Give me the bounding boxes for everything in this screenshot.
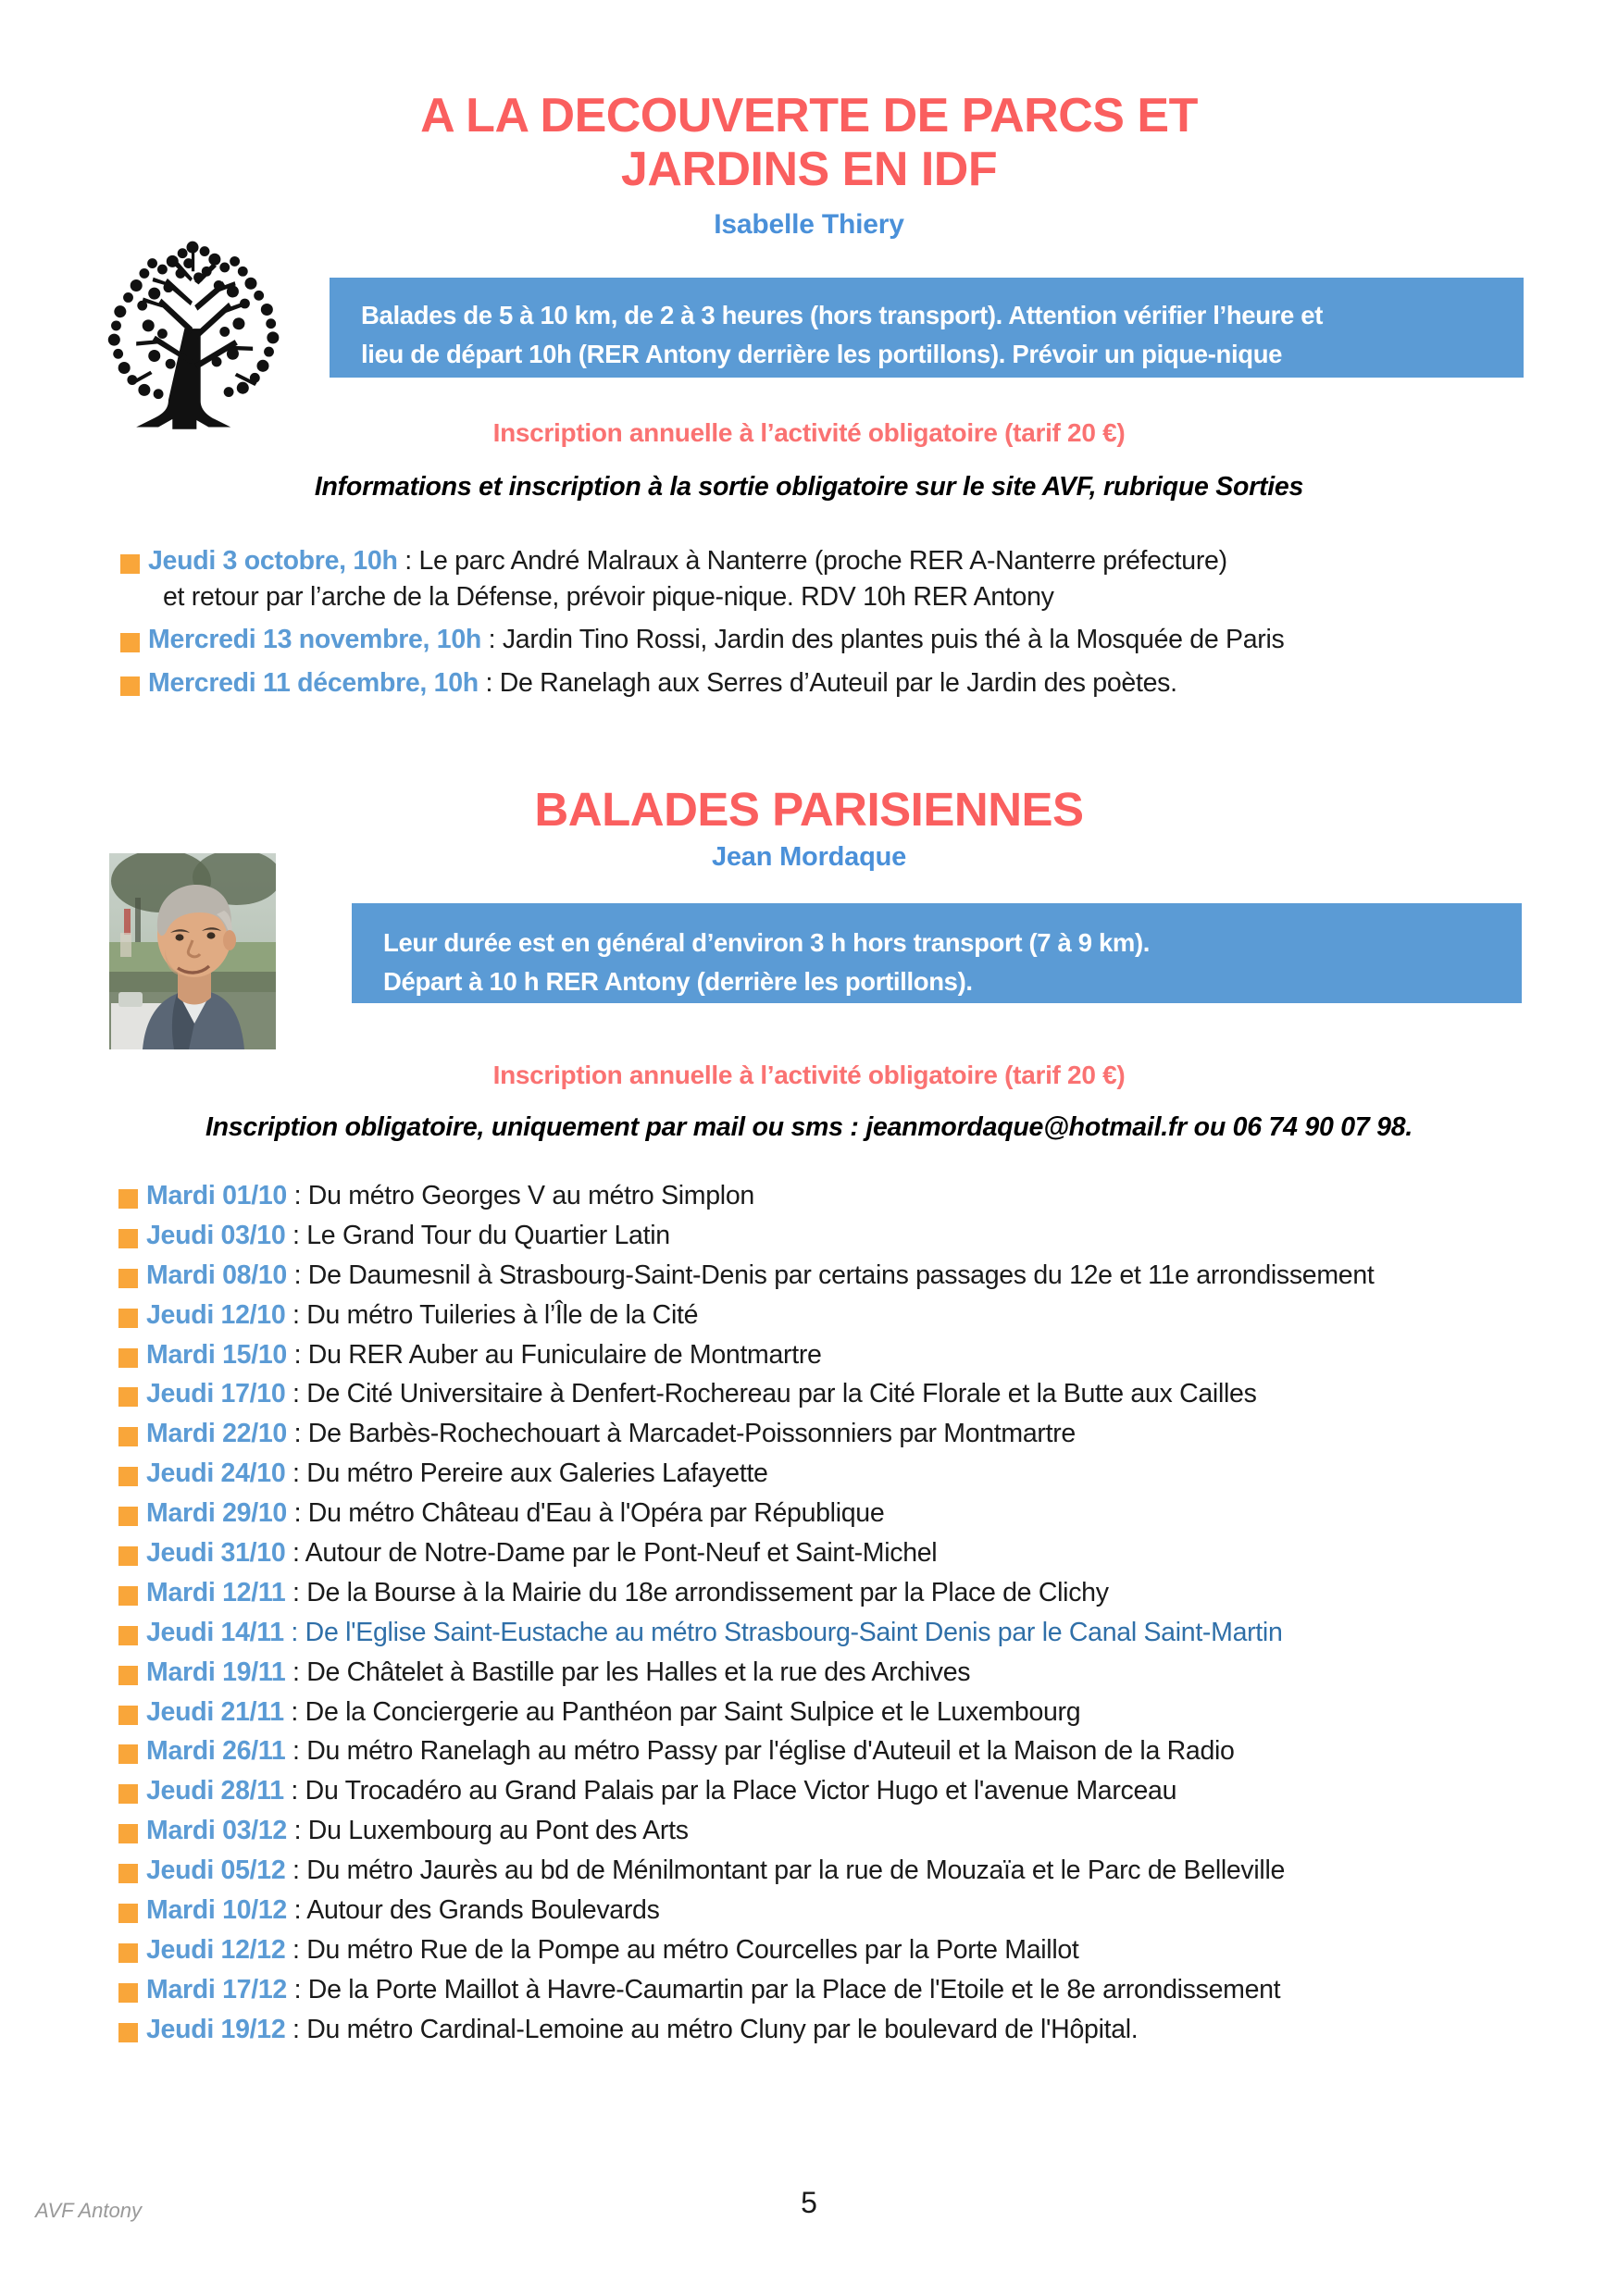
band2-line-1: Leur durée est en général d’environ 3 h hors transport (7 à 9 km).: [383, 928, 1151, 957]
section2-inscription-notice: Inscription annuelle à l’activité obligatoire (tarif 20 €): [492, 1061, 1126, 1089]
list-item: [102, 1460, 1601, 1487]
item-date: Mardi 17/12: [146, 1974, 287, 2004]
bullet-square-icon: [118, 1269, 138, 1288]
bullet-square-icon: [118, 1309, 138, 1328]
item-desc: : Du métro Jaurès au bd de Ménilmontant par la rue de Mouzaïa et le Parc de Belleville: [285, 1855, 1286, 1886]
item-date: Mardi 12/11: [146, 1577, 286, 1607]
bullet-square-icon: [120, 633, 140, 652]
list-item: [102, 1183, 1601, 1210]
item-desc: : De l'Eglise Saint-Eustache au métro Strasbourg-Saint Denis par le Canal Saint-Martin: [283, 1617, 1283, 1647]
section2-info-note: Inscription obligatoire, uniquement par mail ou sms : jeanmordaque@hotmail.fr ou 06 74 90 07 98.: [205, 1112, 1413, 1142]
bullet-square-icon: [118, 1229, 138, 1248]
item-desc: : Du métro Rue de la Pompe au métro Courcelles par la Porte Maillot: [285, 1934, 1079, 1965]
item-date: Mardi 22/10: [146, 1419, 287, 1449]
bullet-square-icon: [118, 1546, 138, 1566]
item-desc: : Du RER Auber au Funiculaire de Montmartre: [286, 1339, 822, 1370]
list-item: [102, 1381, 1601, 1408]
item-date: Mercredi 13 novembre, 10h: [148, 625, 481, 654]
item-date: Mardi 15/10: [146, 1339, 287, 1370]
bullet-square-icon: [118, 1586, 138, 1606]
item-date: Jeudi 24/10: [146, 1458, 286, 1489]
page-title-balades-parisiennes: BALADES PARISIENNES: [534, 783, 1084, 836]
list-item: [102, 1540, 1601, 1567]
bullet-square-icon: [118, 1427, 138, 1446]
item-desc: : De Daumesnil à Strasbourg-Saint-Denis par certains passages du 12e et 11e arrondissement: [286, 1260, 1375, 1290]
list-item: [102, 1339, 1601, 1370]
item-date: Jeudi 28/11: [146, 1776, 284, 1806]
bullet-square-icon: [120, 554, 140, 574]
item-desc: : De la Bourse à la Mairie du 18e arrondissement par la Place de Clichy: [285, 1577, 1109, 1607]
item-date: Mardi 03/12: [146, 1816, 287, 1846]
list-item: [102, 1818, 1601, 1844]
footer-organisation: AVF Antony: [35, 2199, 142, 2222]
item-date: Mardi 01/10: [146, 1181, 287, 1210]
list-item: [102, 1897, 1601, 1924]
bullet-square-icon: [118, 1626, 138, 1645]
item-desc: : De la Porte Maillot à Havre-Caumartin par la Place de l'Etoile et le 8e arrondissement: [286, 1974, 1281, 2004]
list-item: [102, 1262, 1601, 1289]
list-item: [104, 627, 1585, 653]
item-desc: : Le parc André Malraux à Nanterre (proche RER A-Nanterre préfecture): [397, 546, 1227, 576]
list-item: [102, 1659, 1601, 1686]
list-item: [102, 1421, 1601, 1447]
list-item: [102, 1974, 1601, 2004]
item-desc: : De la Conciergerie au Panthéon par Saint Sulpice et le Luxembourg: [283, 1696, 1081, 1727]
item-desc: : Autour de Notre-Dame par le Pont-Neuf et Saint-Michel: [285, 1538, 938, 1569]
item-continuation: et retour par l’arche de la Défense, prévoir pique-nique. RDV 10h RER Antony: [163, 581, 1054, 612]
bullet-square-icon: [118, 1824, 138, 1843]
item-date: Mardi 29/10: [146, 1498, 287, 1529]
bullet-square-icon: [118, 1706, 138, 1725]
item-desc: : De Ranelagh aux Serres d’Auteuil par le Jardin des poètes.: [478, 667, 1177, 698]
list-item: [102, 1857, 1601, 1884]
bullet-square-icon: [118, 1348, 138, 1368]
item-date: Jeudi 3 octobre, 10h: [148, 546, 398, 576]
list-item: [104, 548, 1585, 610]
list-item: [102, 1500, 1601, 1527]
item-desc: : Autour des Grands Boulevards: [286, 1895, 660, 1926]
bullet-square-icon: [120, 676, 140, 696]
section1-info-band: [330, 278, 1524, 378]
item-desc: : Du Trocadéro au Grand Palais par la Place Victor Hugo et l'avenue Marceau: [283, 1776, 1177, 1806]
list-item: [102, 1617, 1601, 1647]
list-item: [102, 1778, 1601, 1805]
item-date: Jeudi 14/11: [146, 1617, 284, 1647]
item-date: Jeudi 31/10: [146, 1538, 286, 1569]
item-desc: : De Cité Universitaire à Denfert-Rochereau par la Cité Florale et la Butte aux Cailles: [285, 1379, 1257, 1409]
list-item: [102, 1738, 1601, 1765]
bullet-square-icon: [118, 1189, 138, 1209]
item-desc: : Du métro Tuileries à l’Île de la Cité: [285, 1299, 699, 1330]
bullet-square-icon: [118, 1864, 138, 1883]
item-date: Jeudi 03/10: [146, 1220, 286, 1250]
page-title-parcs-jardins: [0, 0, 1618, 196]
bullet-square-icon: [118, 1387, 138, 1407]
bullet-square-icon: [118, 1467, 138, 1486]
item-date: Jeudi 19/12: [146, 2014, 286, 2044]
item-date: Jeudi 12/12: [146, 1934, 286, 1965]
section1-info-note: Informations et inscription à la sortie obligatoire sur le site AVF, rubrique Sorties: [314, 472, 1304, 502]
bullet-square-icon: [118, 1943, 138, 1963]
list-item: [102, 1222, 1601, 1249]
item-date: Jeudi 21/11: [146, 1696, 284, 1727]
item-desc: : Du métro Ranelagh au métro Passy par l'église d'Auteuil et la Maison de la Radio: [285, 1736, 1235, 1767]
bullet-square-icon: [118, 1507, 138, 1526]
tree-icon: [91, 233, 294, 444]
footer-page-number: 5: [801, 2186, 817, 2219]
item-date: Mercredi 11 décembre, 10h: [148, 667, 479, 698]
item-date: Mardi 10/12: [146, 1895, 287, 1926]
band1-line-2: lieu de départ 10h (RER Antony derrière les portillons). Prévoir un pique-nique: [361, 339, 1283, 368]
item-desc: : De Châtelet à Bastille par les Halles et la rue des Archives: [285, 1657, 971, 1687]
bullet-square-icon: [118, 1666, 138, 1685]
bullet-square-icon: [118, 1784, 138, 1804]
item-desc: : Jardin Tino Rossi, Jardin des plantes puis thé à la Mosquée de Paris: [481, 625, 1285, 654]
item-desc: : Du métro Château d'Eau à l'Opéra par République: [286, 1498, 885, 1529]
item-desc: : Le Grand Tour du Quartier Latin: [285, 1220, 670, 1250]
list-item: [102, 1934, 1601, 1965]
bullet-square-icon: [118, 2023, 138, 2042]
bullet-square-icon: [118, 1983, 138, 2003]
section2-info-band: [352, 903, 1522, 1003]
item-desc: : Du Luxembourg au Pont des Arts: [286, 1816, 689, 1846]
band2-line-2: Départ à 10 h RER Antony (derrière les portillons).: [383, 966, 973, 996]
list-item: [102, 1577, 1601, 1607]
item-desc: : Du métro Georges V au métro Simplon: [286, 1181, 754, 1210]
item-desc: : Du métro Cardinal-Lemoine au métro Cluny par le boulevard de l'Hôpital.: [285, 2014, 1139, 2044]
item-date: Mardi 08/10: [146, 1260, 287, 1290]
item-desc: : De Barbès-Rochechouart à Marcadet-Poissonniers par Montmartre: [286, 1419, 1076, 1449]
title-line-1: A LA DECOUVERTE DE PARCS ET: [420, 89, 1198, 143]
section1-inscription-notice: Inscription annuelle à l’activité obligatoire (tarif 20 €): [492, 418, 1126, 447]
portrait-photo: [109, 853, 276, 1049]
item-date: Jeudi 05/12: [146, 1855, 286, 1886]
item-date: Mardi 19/11: [146, 1657, 286, 1687]
section2-author: Jean Mordaque: [711, 842, 907, 872]
parcs-jardins-schedule-list: [104, 548, 1585, 713]
bullet-square-icon: [118, 1904, 138, 1923]
bullet-square-icon: [118, 1744, 138, 1764]
section1-author: Isabelle Thiery: [714, 209, 904, 241]
list-item: [102, 1696, 1601, 1727]
band1-line-1: Balades de 5 à 10 km, de 2 à 3 heures (hors transport). Attention vérifier l’heure et: [361, 301, 1324, 329]
list-item: [102, 2014, 1601, 2044]
balades-parisiennes-schedule-list: [102, 1183, 1601, 2056]
item-date: Jeudi 17/10: [146, 1379, 286, 1409]
item-date: Jeudi 12/10: [146, 1299, 286, 1330]
item-desc: : Du métro Pereire aux Galeries Lafayette: [285, 1458, 768, 1489]
title-line-2: JARDINS EN IDF: [620, 143, 998, 197]
list-item: [104, 667, 1585, 698]
list-item: [102, 1299, 1601, 1330]
item-date: Mardi 26/11: [146, 1736, 286, 1767]
